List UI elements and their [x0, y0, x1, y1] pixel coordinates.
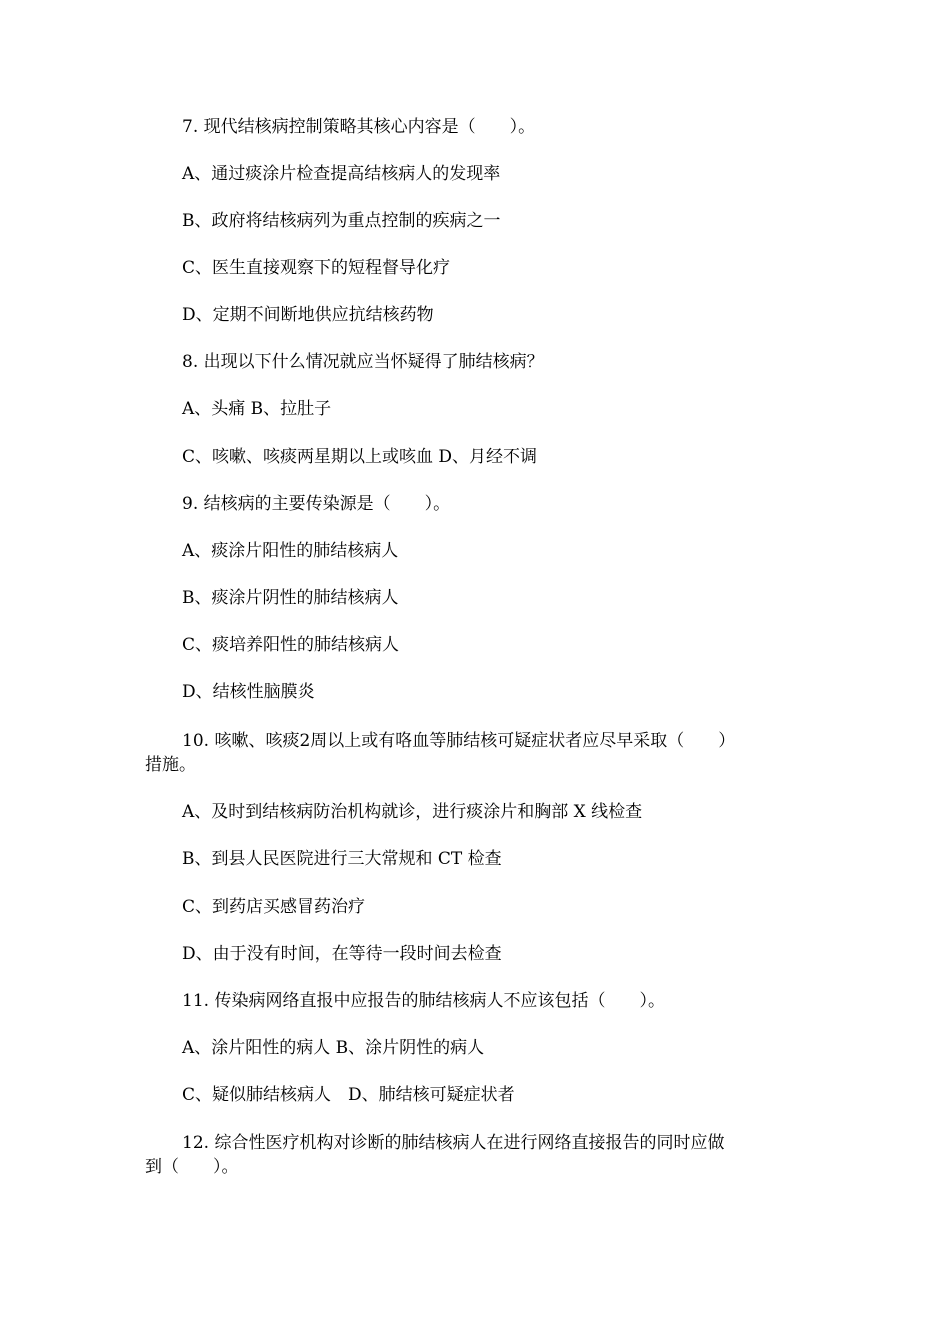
question-7-stem: 7. 现代结核病控制策略其核心内容是（ ）。 [182, 117, 536, 137]
question-8-stem: 8. 出现以下什么情况就应当怀疑得了肺结核病？ [182, 352, 544, 372]
question-7-option-a: A、通过痰涂片检查提高结核病人的发现率 [182, 164, 501, 184]
question-12-stem-line2: 到（ ）。 [145, 1157, 239, 1177]
question-9-option-a: A、痰涂片阳性的肺结核病人 [182, 541, 399, 561]
question-7-option-c: C、医生直接观察下的短程督导化疗 [182, 258, 451, 278]
question-11-option-cd: C、疑似肺结核病人 D、肺结核可疑症状者 [182, 1085, 515, 1105]
question-10-stem-line1: 10. 咳嗽、咳痰2周以上或有咯血等肺结核可疑症状者应尽早采取（ ） [182, 731, 736, 751]
question-9-option-d: D、结核性脑膜炎 [182, 682, 315, 702]
question-7-option-b: B、政府将结核病列为重点控制的疾病之一 [182, 211, 501, 231]
question-10-option-c: C、到药店买感冒药治疗 [182, 897, 366, 917]
question-8-option-cd: C、咳嗽、咳痰两星期以上或咳血 D、月经不调 [182, 447, 538, 467]
question-7-option-d: D、定期不间断地供应抗结核药物 [182, 305, 434, 325]
question-9-stem: 9. 结核病的主要传染源是（ ）。 [182, 494, 451, 514]
question-10-option-a: A、及时到结核病防治机构就诊，进行痰涂片和胸部 X 线检查 [182, 802, 643, 822]
question-10-option-d: D、由于没有时间，在等待一段时间去检查 [182, 944, 502, 964]
question-12-stem-line1: 12. 综合性医疗机构对诊断的肺结核病人在进行网络直接报告的同时应做 [182, 1133, 725, 1153]
question-11-option-ab: A、涂片阳性的病人 B、涂片阴性的病人 [182, 1038, 485, 1058]
question-8-option-ab: A、头痛 B、拉肚子 [182, 399, 332, 419]
question-10-stem-line2: 措施。 [145, 755, 196, 775]
question-11-stem: 11. 传染病网络直报中应报告的肺结核病人不应该包括（ ）。 [182, 991, 665, 1011]
question-10-option-b: B、到县人民医院进行三大常规和 CT 检查 [182, 849, 502, 869]
question-9-option-c: C、痰培养阳性的肺结核病人 [182, 635, 400, 655]
question-9-option-b: B、痰涂片阴性的肺结核病人 [182, 588, 399, 608]
